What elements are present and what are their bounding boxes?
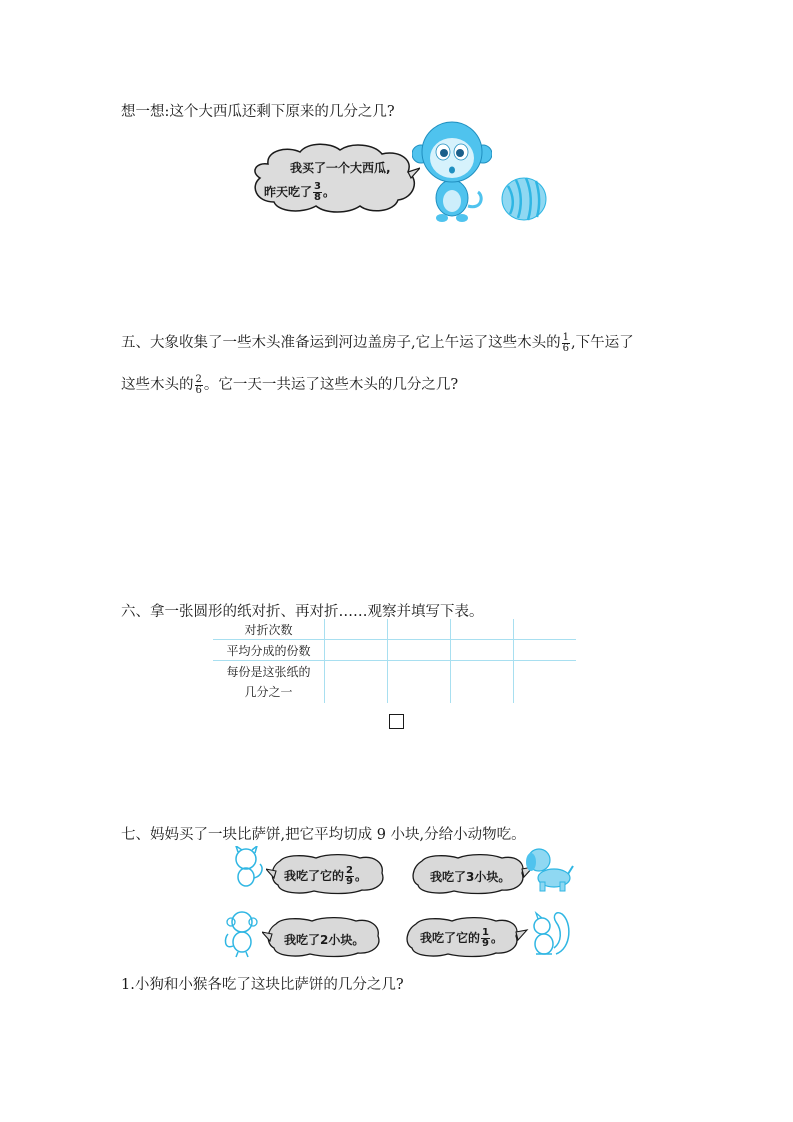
q5-line-2 (121, 373, 458, 396)
fraction-numerator: 1 (562, 331, 569, 343)
cloud-bubble (248, 142, 420, 214)
cat-icon (230, 846, 266, 888)
table-cell[interactable] (514, 661, 577, 704)
bubble-3-text: 我吃了2小块。 (284, 933, 365, 947)
row-label-fraction-line-1: 每份是这张纸的 (226, 665, 311, 679)
fraction-numerator: 1 (482, 927, 489, 938)
table-row (213, 619, 576, 640)
fraction-denominator: 6 (562, 342, 569, 354)
fraction-denominator: 8 (314, 192, 321, 203)
table-cell[interactable] (388, 640, 451, 661)
fraction-denominator: 6 (195, 384, 202, 396)
fraction-1-6 (562, 333, 570, 354)
row-label-parts: 平均分成的份数 (213, 640, 325, 661)
table-cell[interactable] (388, 619, 451, 640)
squirrel-icon (526, 908, 572, 958)
table-cell[interactable] (388, 661, 451, 704)
q5-line-1-end: ,下午运了 (570, 335, 634, 351)
fraction-3-8 (313, 182, 322, 203)
fraction-2-9 (345, 866, 354, 887)
bubble-line-1: 我买了一个大西瓜, (290, 161, 391, 175)
answer-box[interactable] (389, 714, 404, 729)
bubble-line-2-end: 。 (322, 185, 335, 199)
table-cell[interactable] (514, 619, 577, 640)
row-label-fraction-line-2: 几分之一 (244, 685, 293, 699)
dog-icon (524, 846, 574, 892)
bubble-2-text: 我吃了3小块。 (430, 870, 511, 884)
bubble-1-label: 我吃了它的 (284, 869, 345, 883)
row-label-fraction (213, 661, 325, 704)
fraction-1-9 (481, 928, 490, 949)
table-cell[interactable] (514, 640, 577, 661)
bubble-1-end: 。 (354, 869, 367, 883)
table-cell[interactable] (451, 661, 514, 704)
table-cell[interactable] (451, 640, 514, 661)
table-row (213, 661, 576, 704)
row-label-fold-count: 对折次数 (213, 619, 325, 640)
q5-line-1-text: 五、大象收集了一些木头准备运到河边盖房子,它上午运了这些木头的 (121, 335, 561, 351)
fraction-denominator: 9 (482, 938, 489, 949)
fraction-numerator: 2 (346, 865, 353, 876)
fraction-2-6 (195, 375, 203, 396)
monkey-icon (412, 118, 492, 226)
bubble-line-2 (264, 182, 335, 203)
bubble-4-text (420, 928, 503, 949)
q7-sub-question-1: 1.小狗和小猴各吃了这块比萨饼的几分之几? (121, 977, 404, 993)
q5-line-2-end: 。它一天一共运了这些木头的几分之几? (203, 377, 459, 393)
fold-table (213, 619, 576, 703)
bubble-4-label: 我吃了它的 (420, 931, 481, 945)
table-cell[interactable] (325, 661, 388, 704)
q7-title: 七、妈妈买了一块比萨饼,把它平均切成 9 小块,分给小动物吃。 (121, 827, 526, 843)
bubble-line-2-text: 昨天吃了 (264, 185, 313, 199)
think-question: 想一想:这个大西瓜还剩下原来的几分之几? (121, 104, 395, 120)
table-cell[interactable] (325, 619, 388, 640)
q6-title: 六、拿一张圆形的纸对折、再对折……观察并填写下表。 (121, 604, 484, 620)
fraction-denominator: 9 (346, 876, 353, 887)
small-monkey-icon (222, 910, 266, 958)
bubble-1-text (284, 866, 367, 887)
table-row (213, 640, 576, 661)
table-cell[interactable] (325, 640, 388, 661)
watermelon-icon (500, 176, 548, 222)
q5-line-1 (121, 331, 634, 354)
bubble-4-end: 。 (490, 931, 503, 945)
fraction-numerator: 3 (314, 181, 321, 192)
fraction-numerator: 2 (195, 373, 202, 385)
q5-line-2-text: 这些木头的 (121, 377, 194, 393)
table-cell[interactable] (451, 619, 514, 640)
